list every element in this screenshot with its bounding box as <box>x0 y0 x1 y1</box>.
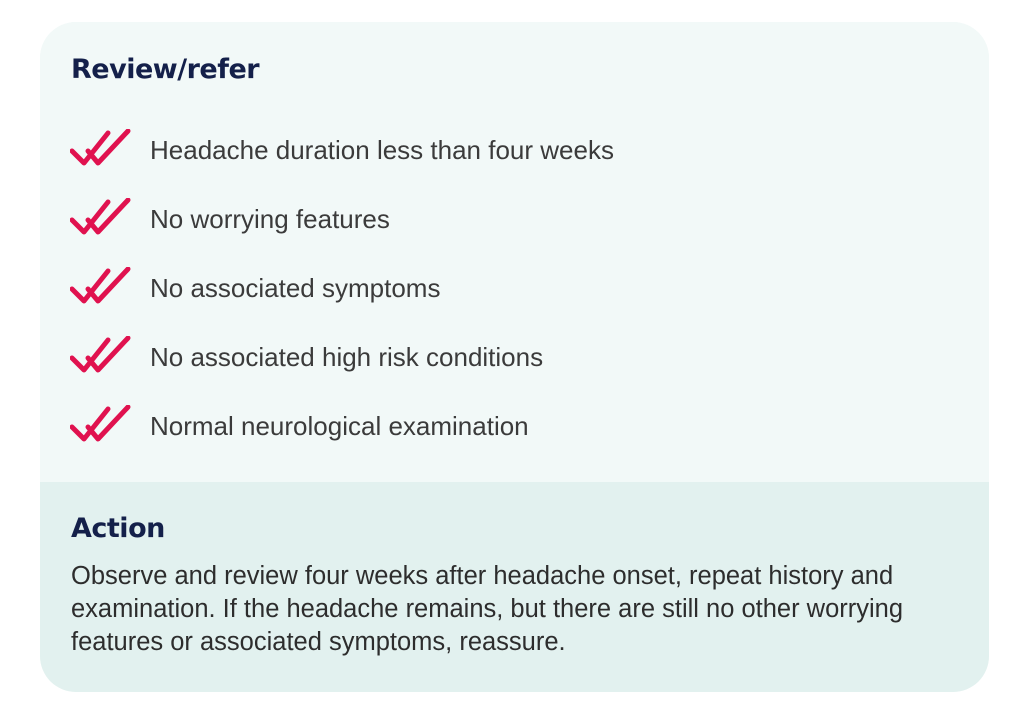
list-item-label: Normal neurological examination <box>150 411 529 441</box>
action-heading: Action <box>71 513 165 544</box>
review-refer-heading: Review/refer <box>71 54 260 85</box>
double-check-icon <box>70 198 132 238</box>
list-item <box>70 194 614 263</box>
double-check-icon <box>70 405 132 445</box>
list-item-label: No associated high risk conditions <box>150 342 544 372</box>
double-check-icon <box>70 267 132 307</box>
action-description: Observe and review four weeks after headache onset, repeat history and examination. If the headache remains, but there are still no other worrying features or associated symptoms, reassure. <box>71 562 904 656</box>
list-item-label: Headache duration less than four weeks <box>150 135 614 165</box>
action-section <box>40 482 989 692</box>
list-item-label: No associated symptoms <box>150 273 441 303</box>
info-card <box>40 22 989 692</box>
list-item <box>70 332 614 401</box>
double-check-icon <box>70 336 132 376</box>
double-check-icon <box>70 129 132 169</box>
list-item <box>70 125 614 194</box>
review-section <box>40 22 989 482</box>
list-item <box>70 401 614 470</box>
criteria-list <box>70 125 614 470</box>
list-item-label: No worrying features <box>150 204 390 234</box>
list-item <box>70 263 614 332</box>
